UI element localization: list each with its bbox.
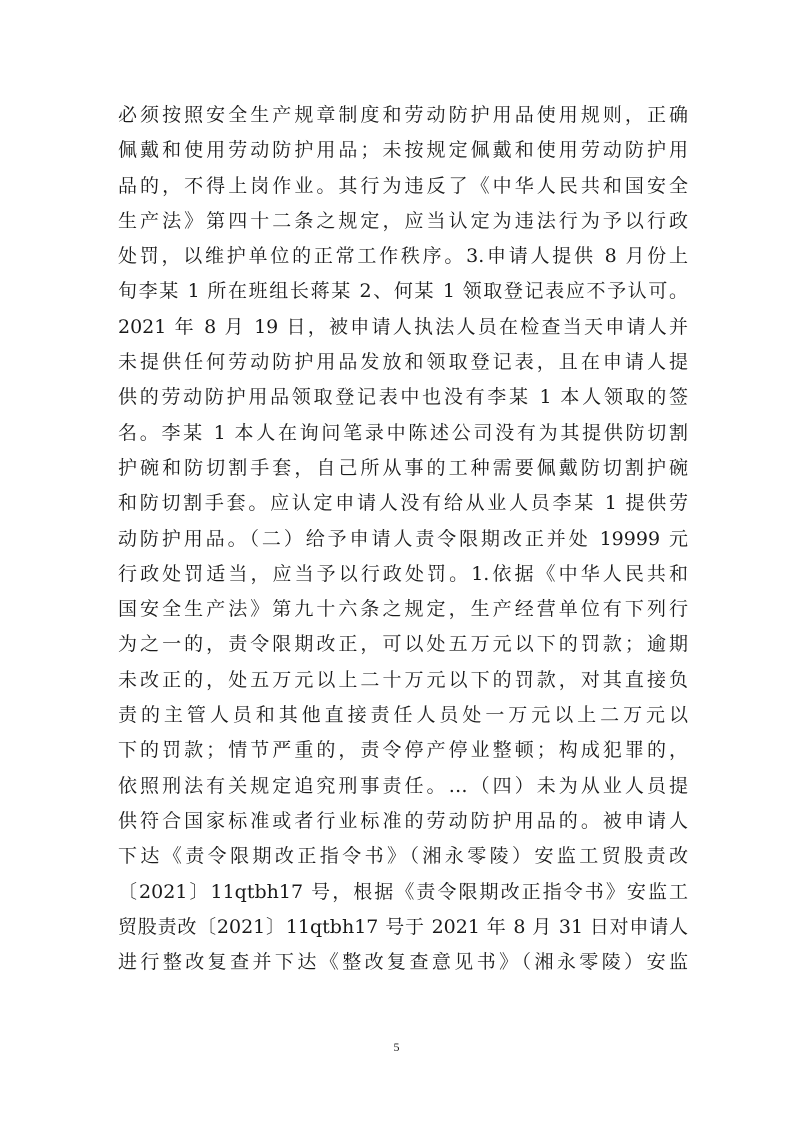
text-line: 未提供任何劳动防护用品发放和领取登记表，且在申请人提 [118, 351, 688, 374]
text-line: 处罚，以维护单位的正常工作秩序。3.申请人提供 8 月份上 [118, 245, 688, 268]
text-line: 国安全生产法》第九十六条之规定，生产经营单位有下列行 [118, 598, 688, 621]
text-line: 必须按照安全生产规章制度和劳动防护用品使用规则，正确 [118, 104, 688, 126]
text-line: 责的主管人员和其他直接责任人员处一万元以上二万元以 [118, 704, 688, 727]
text-line: 行政处罚适当，应当予以行政处罚。1.依据《中华人民共和 [118, 562, 688, 585]
text-line: 2021 年 8 月 19 日，被申请人执法人员在检查当天申请人并 [118, 315, 688, 338]
text-line: 供的劳动防护用品领取登记表中也没有李某 1 本人领取的签 [118, 386, 688, 409]
text-line: 下达《责令限期改正指令书》（湘永零陵）安监工贸股责改 [118, 845, 688, 868]
text-line: 下的罚款；情节严重的，责令停产停业整顿；构成犯罪的， [118, 739, 688, 762]
text-line: 〔2021〕11qtbh17 号，根据《责令限期改正指令书》安监工 [118, 880, 688, 903]
text-line: 为之一的，责令限期改正，可以处五万元以下的罚款；逾期 [118, 633, 688, 656]
text-line: 名。李某 1 本人在询问笔录中陈述公司没有为其提供防切割 [118, 421, 688, 444]
text-line: 生产法》第四十二条之规定，应当认定为违法行为予以行政 [118, 209, 688, 232]
text-line: 和防切割手套。应认定申请人没有给从业人员李某 1 提供劳 [118, 492, 688, 515]
text-line: 旬李某 1 所在班组长蒋某 2、何某 1 领取登记表应不予认可。 [118, 280, 688, 303]
text-line: 动防护用品。（二）给予申请人责令限期改正并处 19999 元 [118, 527, 688, 550]
text-line: 佩戴和使用劳动防护用品；未按规定佩戴和使用劳动防护用 [118, 139, 688, 162]
text-line: 护碗和防切割手套，自己所从事的工种需要佩戴防切割护碗 [118, 456, 688, 479]
text-line: 供符合国家标准或者行业标准的劳动防护用品的。被申请人 [118, 809, 688, 832]
text-line: 品的，不得上岗作业。其行为违反了《中华人民共和国安全 [118, 174, 688, 197]
text-line: 贸股责改〔2021〕11qtbh17 号于 2021 年 8 月 31 日对申请人 [118, 915, 688, 938]
body-text [118, 98, 688, 980]
page-number: 5 [393, 1040, 400, 1054]
text-line: 进行整改复查并下达《整改复查意见书》（湘永零陵）安监 [118, 951, 688, 974]
text-line: 依照刑法有关规定追究刑事责任。…（四）未为从业人员提 [118, 774, 688, 797]
text-line: 未改正的，处五万元以上二十万元以下的罚款，对其直接负 [118, 668, 688, 691]
